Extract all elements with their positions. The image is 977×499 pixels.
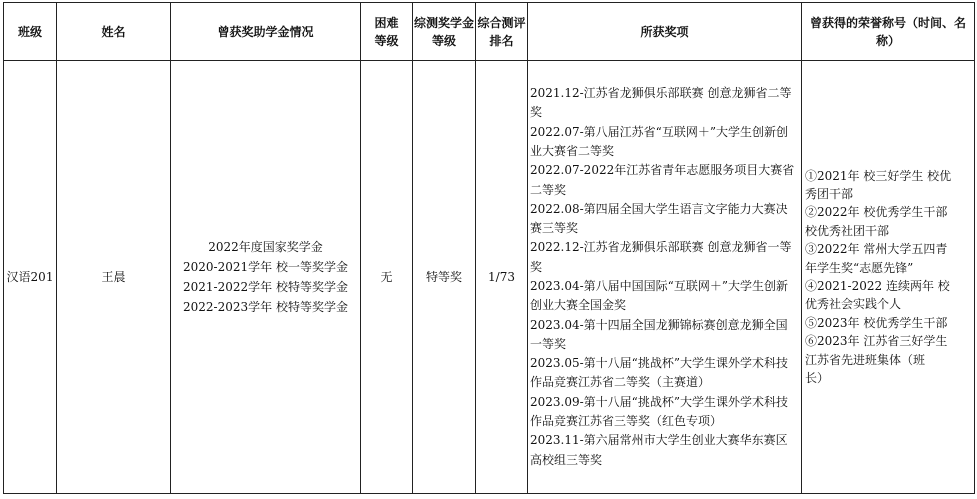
award-line: 创业大赛全国金奖 (530, 298, 627, 313)
award-line: 2023.09-第十八届“挑战杯”大学生课外学术科技 (530, 394, 788, 409)
award-line: 赛三等奖 (530, 221, 579, 236)
header-honors (802, 3, 975, 61)
honor-line: 校优秀社团干部 (805, 223, 890, 238)
cell-awards (528, 61, 802, 494)
honor-line: 江苏省先进班集体（班 (805, 352, 926, 367)
award-record-table (3, 2, 975, 494)
header-ranking-line: 综合测评 (477, 15, 526, 30)
cell-name: 王晨 (57, 61, 171, 494)
header-difficulty-line: 困难 (374, 15, 399, 30)
header-difficulty (361, 3, 413, 61)
award-line: 奖 (530, 259, 543, 274)
award-line: 作品竞赛江苏省二等奖（主赛道） (530, 375, 711, 390)
honor-line: ⑤2023年 校优秀学生干部 (805, 315, 948, 330)
header-comprehensive-line: 综测奖学金 (413, 15, 474, 30)
honor-line: ②2022年 校优秀学生干部 (805, 205, 948, 220)
table-row (4, 61, 975, 494)
scholarship-item: 2021-2022学年 校特等奖学金 (183, 280, 348, 294)
award-line: 一等奖 (530, 336, 567, 351)
honor-line: ③2022年 常州大学五四青 (805, 242, 948, 257)
header-scholarships: 曾获奖助学金情况 (171, 3, 361, 61)
header-row (4, 3, 975, 61)
honor-line: 年学生奖“志愿先锋” (805, 260, 914, 275)
honor-line: ⑥2023年 江苏省三好学生 (805, 334, 948, 349)
cell-class: 汉语201 (4, 61, 57, 494)
header-comprehensive-line: 等级 (431, 33, 456, 48)
header-ranking (476, 3, 528, 61)
honor-line: ④2021-2022 连续两年 校 (805, 279, 950, 293)
award-line: 二等奖 (530, 182, 567, 197)
honor-line: ①2021年 校三好学生 校优 (805, 168, 952, 183)
header-honors-line: 称） (875, 33, 900, 48)
cell-difficulty: 无 (361, 61, 413, 494)
award-line: 业大赛省二等奖 (530, 143, 615, 158)
award-line: 2022.12-江苏省龙狮俱乐部联赛 创意龙狮省一等 (530, 240, 792, 255)
header-class: 班级 (4, 3, 57, 61)
award-line: 2023.11-第六届常州市大学生创业大赛华东赛区 (530, 433, 788, 448)
award-line: 2023.04-第十四届全国龙狮锦标赛创意龙狮全国 (530, 317, 788, 332)
honor-line: 秀团干部 (805, 186, 854, 201)
honor-line: 长） (805, 371, 830, 386)
cell-scholarships (171, 61, 361, 494)
header-awards: 所获奖项 (528, 3, 802, 61)
honor-line: 优秀社会实践个人 (805, 297, 902, 312)
scholarship-item: 2022年度国家奖学金 (208, 240, 323, 254)
header-name: 姓名 (57, 3, 171, 61)
cell-ranking: 1/73 (476, 61, 528, 494)
award-line: 2022.07-第八届江苏省“互联网＋”大学生创新创 (530, 124, 788, 139)
header-difficulty-line: 等级 (374, 33, 399, 48)
cell-comprehensive-scholarship: 特等奖 (413, 61, 476, 494)
award-line: 2023.05-第十八届“挑战杯”大学生课外学术科技 (530, 356, 788, 371)
header-honors-line: 曾获得的荣誉称号（时间、名 (809, 15, 966, 30)
award-line: 2021.12-江苏省龙狮俱乐部联赛 创意龙狮省二等 (530, 86, 792, 101)
header-comprehensive-scholarship (413, 3, 476, 61)
award-line: 奖 (530, 105, 543, 120)
scholarship-item: 2022-2023学年 校特等奖学金 (183, 300, 348, 314)
award-line: 2022.07-2022年江苏省青年志愿服务项目大赛省 (530, 163, 795, 178)
award-line: 2023.04-第八届中国国际“互联网＋”大学生创新 (530, 279, 788, 293)
award-line: 2022.08-第四届全国大学生语言文字能力大赛决 (530, 201, 788, 216)
scholarship-item: 2020-2021学年 校一等奖学金 (183, 260, 348, 274)
award-line: 高校组三等奖 (530, 452, 603, 467)
header-ranking-line: 排名 (489, 33, 514, 48)
cell-honors (802, 61, 975, 494)
award-line: 作品竞赛江苏省三等奖（红色专项） (530, 414, 723, 429)
